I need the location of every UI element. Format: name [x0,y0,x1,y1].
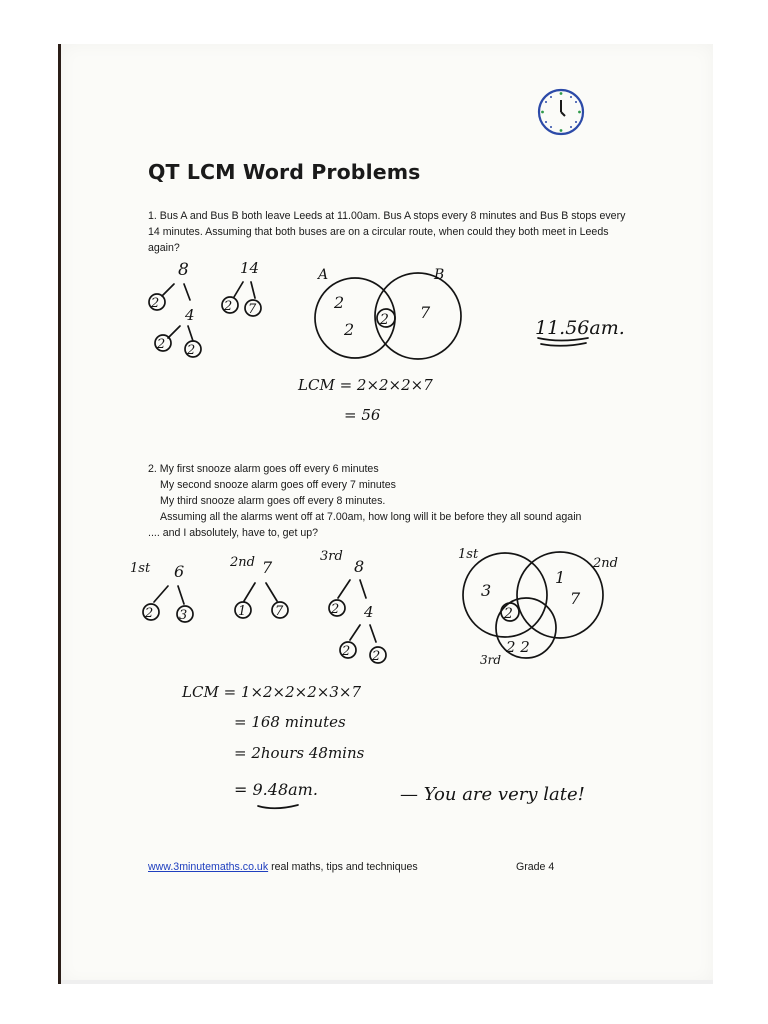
q2-venn-mid: 2 [504,606,513,622]
q2-tree-6-b: 3 [179,608,188,623]
q1-lcm-line-2: = 56 [344,406,381,424]
question-2-line-3: My third snooze alarm goes off every 8 minutes. [160,495,386,507]
q2-tree-6-a: 2 [145,606,154,621]
q2-venn-label-2nd: 2nd [593,556,618,571]
q2-tree-7-a: 1 [238,604,247,619]
question-2-line-4: Assuming all the alarms went off at 7.00am, how long will it be before they all sound again [160,511,582,523]
q2-venn-1st: 3 [481,581,492,600]
q2-tree-7-b: 7 [275,604,284,619]
footer [148,861,418,873]
website-link[interactable]: www.3minutemaths.co.uk [148,861,269,873]
q1-tree-8: 8 [178,260,189,280]
q2-tree-4-b: 2 [372,649,381,664]
q1-venn-label-b: B [434,267,445,283]
q2-venn-label-3rd: 3rd [480,653,502,667]
q1-venn-mid: 2 [380,312,389,328]
q1-lcm-line-1: LCM = 2×2×2×7 [298,376,433,394]
q2-tree-7: 7 [262,558,273,577]
q2-label-1st: 1st [130,561,151,576]
q1-tree-2d: 2 [187,343,196,358]
q1-tree-4: 4 [185,306,195,324]
question-1-text: 1. Bus A and Bus B both leave Leeds at 11.00am. Bus A stops every 8 minutes and Bus B stops every 14 minutes. Assuming that both buses are on a circular route, when could they both meet in Leeds again? [148,210,626,254]
q2-lcm-line-1: LCM = 1×2×2×2×3×7 [182,683,362,701]
q2-venn-label-1st: 1st [458,547,479,562]
q2-tree-4-a: 2 [342,644,351,659]
page-bottom-edge [61,980,713,984]
q1-tree-2b: 2 [224,299,233,314]
q2-tree-8-a: 2 [331,602,340,617]
q2-label-3rd: 3rd [320,549,343,564]
q2-venn-3rd: 2 2 [506,638,530,656]
q1-venn-label-a: A [318,267,329,283]
q1-answer: 11.56am. [535,317,625,339]
q2-venn-2nd-1: 1 [555,568,566,587]
question-2-line-1: 2. My first snooze alarm goes off every 6 minutes [148,463,379,475]
q1-tree-2c: 2 [157,337,166,352]
q2-tree-4: 4 [364,603,374,621]
q1-venn-b: 7 [420,303,431,322]
worksheet-title: QT LCM Word Problems [148,160,421,184]
question-2-line-5: .... and I absolutely, have to, get up? [148,527,319,539]
grade-label: Grade 4 [516,861,555,873]
q1-venn-a-2: 2 [344,320,355,339]
q2-lcm-line-3: = 2hours 48mins [234,744,365,762]
q1-tree-2a: 2 [151,296,160,311]
q2-tree-6: 6 [174,562,185,581]
question-2-line-2: My second snooze alarm goes off every 7 minutes [160,479,396,491]
q1-tree-14: 14 [240,259,260,277]
q1-venn-a-1: 2 [334,293,345,312]
question-2-text [148,461,628,541]
q2-comment: — You are very late! [400,784,585,805]
q2-label-2nd: 2nd [230,555,255,570]
clock-logo-icon [536,87,586,137]
q2-lcm-line-4: = 9.48am. [234,780,318,799]
q2-lcm-line-2: = 168 minutes [234,713,346,731]
q2-venn-2nd-7: 7 [570,589,581,608]
footer-tagline: real maths, tips and techniques [268,861,418,873]
q2-tree-8: 8 [354,557,365,576]
q1-tree-7: 7 [248,302,257,317]
